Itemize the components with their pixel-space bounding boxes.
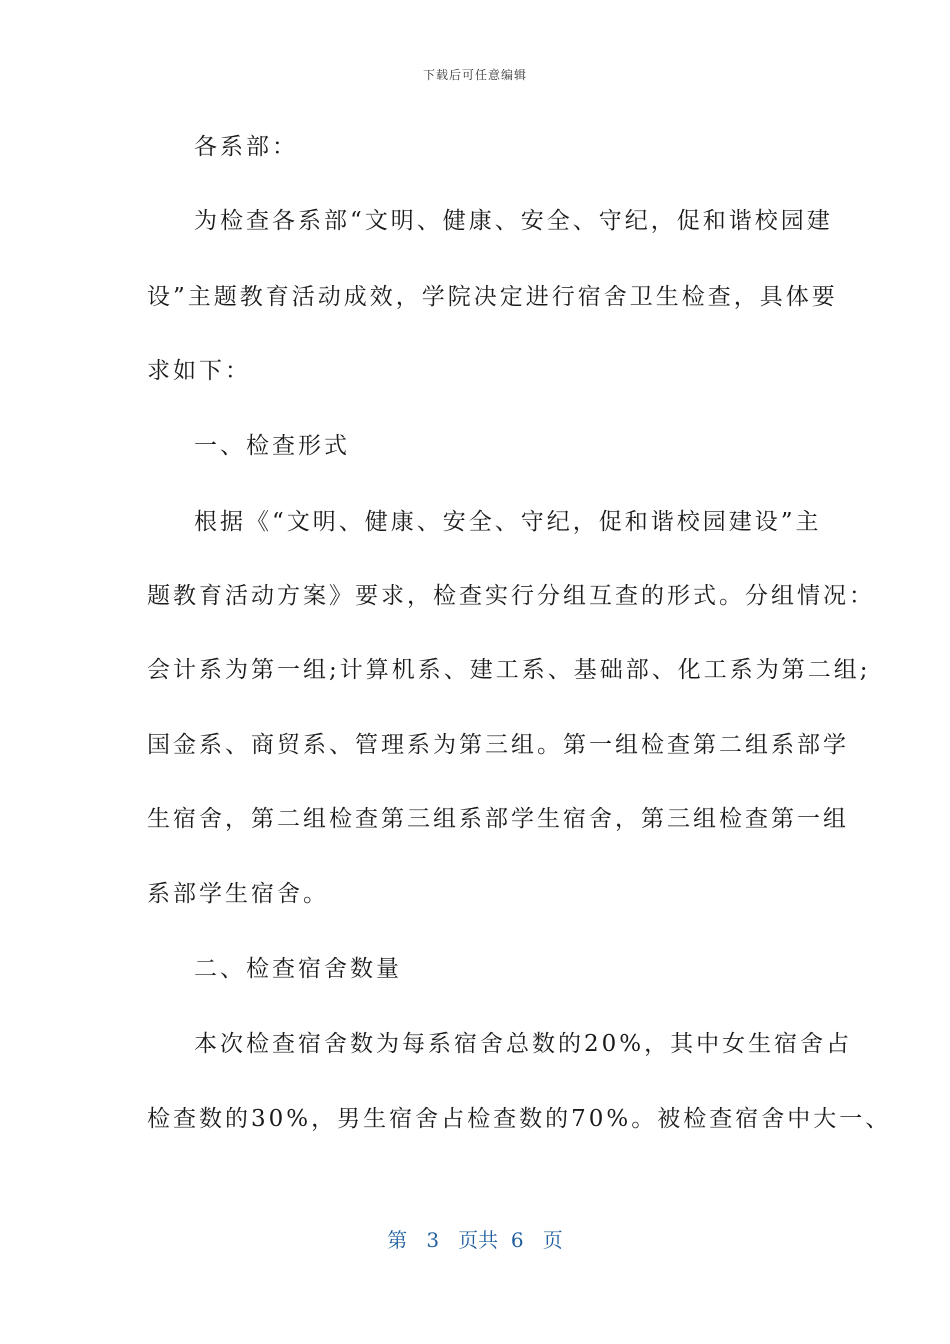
paragraph-line: 根据《“文明、健康、安全、守纪，促和谐校园建设”主 — [194, 509, 822, 535]
page-number-footer — [0, 1224, 950, 1253]
paragraph-line: 设”主题教育活动成效，学院决定进行宿舍卫生检查，具体要 — [147, 284, 838, 310]
page-current: 3 — [426, 1228, 440, 1252]
paragraph-line: 会计系为第一组;计算机系、建工系、基础部、化工系为第二组; — [147, 657, 871, 683]
page-header-note: 下载后可任意编辑 — [422, 68, 527, 82]
page-prefix: 第 — [387, 1228, 408, 1252]
paragraph-line: 求如下： — [147, 358, 251, 384]
paragraph-line: 国金系、商贸系、管理系为第三组。第一组检查第二组系部学 — [147, 732, 849, 758]
section-heading: 一、检查形式 — [194, 433, 350, 459]
paragraph-line: 为检查各系部“文明、健康、安全、守纪，促和谐校园建 — [194, 208, 833, 234]
paragraph-line: 生宿舍，第二组检查第三组系部学生宿舍，第三组检查第一组 — [147, 806, 849, 832]
page-total: 6 — [510, 1228, 524, 1252]
paragraph-line: 题教育活动方案》要求，检查实行分组互查的形式。分组情况： — [147, 583, 875, 609]
paragraph-line: 本次检查宿舍数为每系宿舍总数的20%，其中女生宿舍占 — [194, 1031, 853, 1057]
page-middle: 页共 — [458, 1228, 499, 1252]
salutation-line: 各系部： — [194, 134, 298, 160]
page-suffix: 页 — [542, 1228, 563, 1252]
section-heading: 二、检查宿舍数量 — [194, 956, 402, 982]
paragraph-line: 系部学生宿舍。 — [147, 881, 329, 907]
paragraph-line: 检查数的30%，男生宿舍占检查数的70%。被检查宿舍中大一、 — [147, 1106, 892, 1132]
